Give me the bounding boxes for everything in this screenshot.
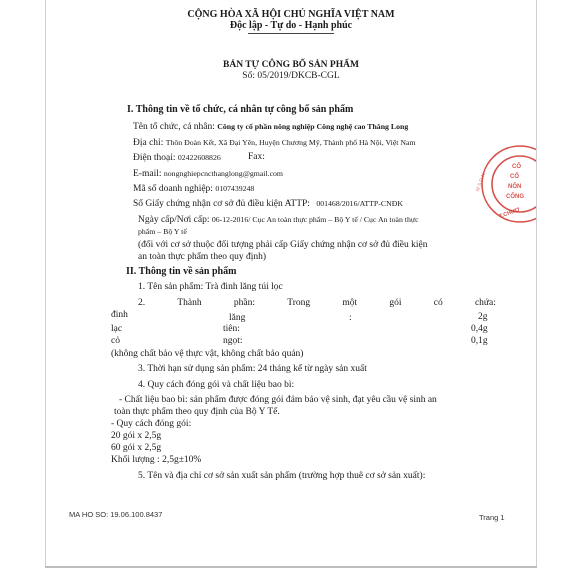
ingredient-1-amount: 2g — [478, 312, 488, 322]
national-title: CỘNG HÒA XÃ HỘI CHỦ NGHĨA VIỆT NAM — [187, 9, 395, 20]
manufacturer-heading: 5. Tên và địa chỉ cơ sở sản xuất sản phẩm (trường hợp thuê cơ sở sản xuất): — [138, 471, 426, 481]
address-label: Địa chỉ: — [133, 138, 164, 148]
ingredient-1-name-a: đinh — [111, 310, 128, 320]
ingredients-note: (không chất bảo vệ thực vật, không chất bảo quản) — [111, 349, 304, 359]
cert-value: 001468/2016/ATTP-CNĐK — [316, 199, 403, 208]
tax-label: Mã số doanh nghiệp: — [133, 184, 213, 194]
note-line-1: (đối với cơ sở thuộc đối tượng phải cấp Giấy chứng nhận cơ sở đủ điều kiện — [138, 240, 428, 250]
stamp-line-3: NÔN — [508, 184, 522, 190]
date-line — [138, 214, 419, 226]
stamp-line-5: T.CHƯƠ — [498, 206, 521, 220]
page-bottom-edge — [45, 566, 537, 568]
packaging-material-2: toàn thực phẩm theo quy định của Bộ Y Tế. — [114, 407, 280, 417]
ingredient-3-name-a: cỏ — [111, 336, 120, 346]
file-code: MA HO SO: 19.06.100.8437 — [69, 510, 163, 519]
ingredients-intro: 2. Thành phần: Trong một gói có chứa: — [138, 298, 496, 308]
email-line — [133, 168, 283, 180]
stamp-line-2: CỔ — [510, 174, 519, 180]
pack-option-1: 20 gói x 2,5g — [111, 431, 162, 441]
stamp-line-4: CÔNG — [506, 194, 524, 200]
note-line-2: an toàn thực phẩm theo quy định) — [138, 252, 267, 262]
packaging-heading: 4. Quy cách đóng gói và chất liệu bao bì: — [138, 380, 295, 390]
pack-option-2: 60 gói x 2,5g — [111, 443, 162, 453]
org-label: Tên tổ chức, cá nhân: — [133, 122, 215, 132]
email-label: E-mail: — [133, 169, 162, 179]
cert-line — [133, 198, 403, 210]
packaging-spec-label: - Quy cách đóng gói: — [111, 419, 192, 429]
tax-line — [133, 183, 254, 195]
email-value: nongnghiepcncthanglong@gmail.com — [163, 169, 284, 178]
ingredient-2-name-a: lạc — [111, 324, 123, 334]
page-number: Trang 1 — [479, 513, 505, 522]
ingredient-1-sep: : — [349, 313, 352, 323]
date-value-1: 06-12-2016/ Cục An toàn thực phẩm – Bộ Y tế / Cục An toàn thực — [211, 215, 419, 224]
net-weight: Khối lượng : 2,5g±10% — [111, 455, 202, 465]
date-value-2: phẩm – Bộ Y tế — [138, 227, 187, 236]
svg-text:M.S.D.N: M.S.D.N — [474, 172, 487, 193]
stamp-line-1: CÔ — [512, 164, 521, 170]
phone-label: Điện thoại: — [133, 153, 176, 163]
address-value: Thôn Đoàn Kết, Xã Đại Yên, Huyện Chương Mỹ, Thành phố Hà Nội, Việt Nam — [165, 138, 416, 147]
address-line — [133, 137, 416, 149]
section1-heading: I. Thông tin về tổ chức, cá nhân tự công bố sản phẩm — [127, 104, 354, 115]
stamp-seal-icon — [470, 138, 536, 234]
document-title: BẢN TỰ CÔNG BỐ SẢN PHẨM — [223, 60, 359, 70]
cert-label: Số Giấy chứng nhận cơ sở đủ điều kiện ATTP: — [133, 199, 310, 209]
document-number: Số: 05/2019/DKCB-CGL — [242, 71, 340, 81]
motto-underline — [248, 33, 334, 34]
company-stamp — [470, 138, 536, 234]
ingredient-2-amount: 0,4g — [471, 324, 488, 334]
phone-value: 02422608826 — [177, 153, 221, 162]
fax-label: Fax: — [248, 152, 265, 162]
section2-heading: II. Thông tin về sản phẩm — [126, 266, 237, 277]
shelf-life: 3. Thời hạn sử dụng sản phẩm: 24 tháng kể từ ngày sản xuất — [138, 364, 367, 374]
tax-value: 0107439248 — [215, 184, 255, 193]
phone-line — [133, 152, 221, 164]
org-line — [133, 121, 408, 133]
date-label: Ngày cấp/Nơi cấp: — [138, 215, 210, 225]
ingredient-3-amount: 0,1g — [471, 336, 488, 346]
document-page — [45, 0, 537, 568]
ingredient-2-name-b: tiên: — [223, 324, 240, 334]
national-motto: Độc lập - Tự do - Hạnh phúc — [229, 20, 353, 31]
org-value: Công ty cổ phần nông nghiệp Công nghệ cao Thăng Long — [217, 122, 409, 131]
product-name: 1. Tên sản phẩm: Trà đinh lăng túi lọc — [138, 282, 283, 292]
ingredient-3-name-b: ngọt: — [223, 336, 243, 346]
packaging-material-1: - Chất liệu bao bì: sản phẩm được đóng gói đảm bảo vệ sinh, đạt yêu cầu vệ sinh an — [119, 395, 437, 405]
ingredient-1-name-b: lăng — [229, 313, 246, 323]
